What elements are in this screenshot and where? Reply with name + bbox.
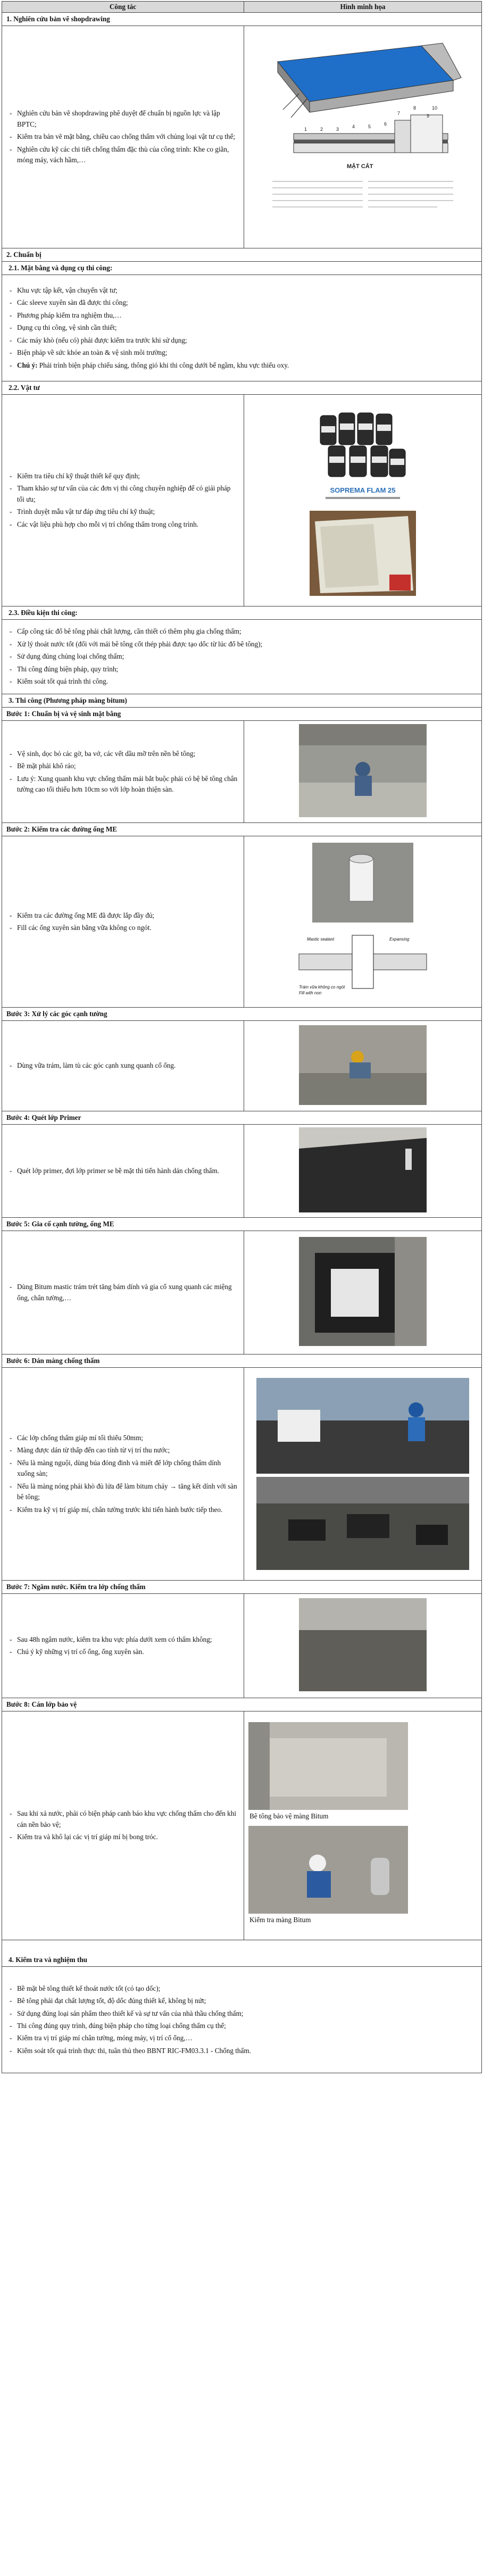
step-6-title: Bước 6: Dán màng chống thấm xyxy=(2,1355,482,1368)
list-item: - Kiểm tra vị trí giáp mí chân tường, móng máy, vị trí cổ ống,… xyxy=(17,2033,477,2043)
list-item: - Fill các ống xuyên sàn bằng vữa không co ngót. xyxy=(17,923,239,933)
section-3-title: 3. Thi công (Phương pháp màng bitum) xyxy=(2,694,482,708)
step-8-list xyxy=(6,1808,239,1842)
section-2-2-title: 2.2. Vật tư xyxy=(2,381,482,395)
list-item: - Các vật liệu phù hợp cho mỗi vị trí chống thấm trong công trình. xyxy=(17,519,239,530)
list-item: - Cấp công tác đổ bê tông phải chất lượng, cần thiết có thêm phụ gia chống thấm; xyxy=(17,626,477,637)
section-2-1-title: 2.1. Mặt bằng và dụng cụ thi công: xyxy=(2,262,482,275)
surface-cleaning-photo xyxy=(299,724,427,817)
list-item: - Kiểm tra và khô lại các vị trí giáp mí bị bong tróc. xyxy=(17,1832,239,1842)
list-item: - Tham khảo sự tư vấn của các đơn vị thi công chuyên nghiệp để có giải pháp tối ưu; xyxy=(17,483,239,505)
list-item: - Các máy khò (nếu có) phải được kiểm tra trước khi sử dụng; xyxy=(17,335,477,346)
list-item: - Quét lớp primer, đợi lớp primer se bề mặt thì tiến hành dán chống thấm. xyxy=(17,1166,239,1176)
list-item: - Lưu ý: Xung quanh khu vực chống thấm mái bắt buộc phải có bệ bê tông chân tường cao tối thiểu hơn 10cm so với lớp hoàn thiện sàn. xyxy=(17,774,239,795)
drawing-number: 7 xyxy=(397,110,401,116)
drawing-title: MẶT CẮT xyxy=(347,163,373,170)
photo-caption: Kiểm tra màng Bitum xyxy=(249,1915,311,1924)
step-7-list xyxy=(6,1634,239,1658)
step-7-title: Bước 7: Ngâm nước. Kiểm tra lớp chống thấm xyxy=(2,1581,482,1594)
primer-photo xyxy=(299,1127,427,1212)
photo-caption: Bê tông bảo vệ màng Bitum xyxy=(249,1811,329,1820)
list-item: - Khu vực tập kết, vận chuyển vật tư; xyxy=(17,285,477,296)
list-item: - Màng được dán từ thấp đến cao tính từ vị trí thu nước; xyxy=(17,1445,239,1456)
list-item: - Sử dụng đúng loại sản phẩm theo thiết kế và sự tư vấn của nhà thầu chống thấm; xyxy=(17,2008,477,2019)
list-item: - Kiểm tra các đường ống ME đã được lắp đầy đủ; xyxy=(17,910,239,921)
step-4-title: Bước 4: Quét lớp Primer xyxy=(2,1111,482,1125)
material-rolls-image xyxy=(310,408,416,509)
step-2-list xyxy=(6,910,239,934)
drawing-number: 5 xyxy=(368,123,371,129)
list-item: - Nếu là màng nóng phải khò đủ lửa để làm bitum chảy → tăng kết dính với sàn bê tông; xyxy=(17,1481,239,1503)
list-item: - Dùng Bitum mastic trám trét tăng bám dính và gia cố xung quanh các miệng ống, chân tường,… xyxy=(17,1282,239,1303)
step-6-list xyxy=(6,1433,239,1515)
list-item: - Bề mặt phải khô ráo; xyxy=(17,761,239,771)
list-item: - Bề mặt bê tông thiết kế thoát nước tốt (có tạo dốc); xyxy=(17,1983,477,1994)
section-2-3-title: 2.3. Điều kiện thi công: xyxy=(2,606,482,620)
header-illustration: Hình minh họa xyxy=(244,2,482,13)
drawing-label: Trám vữa không co ngót xyxy=(299,984,345,990)
step-1-title: Bước 1: Chuẩn bị và vệ sinh mặt bằng xyxy=(2,708,482,721)
step-1-list xyxy=(6,749,239,795)
shopdrawing-detail-image xyxy=(262,30,464,243)
list-item: - Kiểm soát tốt quá trình thực thi, tuân thủ theo BBNT RIC-FM03.3.1 - Chống thấm. xyxy=(17,2046,477,2056)
section-2-3-list xyxy=(6,626,477,687)
list-item: - Biện pháp về sức khỏe an toàn & vệ sinh môi trường; xyxy=(17,347,477,358)
construction-method-table xyxy=(2,1,482,2073)
list-item: - Kiểm tra kỹ vị trí giáp mí, chân tường trước khi tiến hành bước tiếp theo. xyxy=(17,1505,239,1515)
pipe-detail-drawing xyxy=(294,925,432,999)
note-text: Phải trình biện pháp chiếu sáng, thông gió khi thi công dưới bể ngầm, khu vực thiếu oxy. xyxy=(37,361,289,369)
list-item: - Kiểm tra tiêu chí kỹ thuật thiết kế quy định; xyxy=(17,471,239,481)
list-item: - Sau khi xả nước, phải có biện pháp canh báo khu vực chống thấm cho đến khi cán nền bảo vệ; xyxy=(17,1808,239,1830)
list-item: - Nghiên cứu bản vẽ shopdrawing phê duyệt để chuẩn bị nguồn lực và lập BPTC; xyxy=(17,108,239,130)
drawing-number: 3 xyxy=(336,126,339,132)
drawing-label: Fill with non xyxy=(299,990,322,995)
list-item: - Xử lý thoát nước tốt (đối với mái bê tông cốt thép phải được tạo dốc từ lúc đổ bê tông); xyxy=(17,639,477,650)
list-item: - Thi công đúng quy trình, đúng biện pháp cho từng loại chống thấm cụ thể; xyxy=(17,2021,477,2031)
drawing-number: 4 xyxy=(352,123,355,129)
list-item: - Kiểm tra bản vẽ mặt bằng, chiều cao chống thấm với chủng loại vật tư cụ thể; xyxy=(17,131,239,142)
step-8-title: Bước 8: Cán lớp bảo vệ xyxy=(2,1698,482,1711)
pipe-photo xyxy=(312,843,413,923)
list-item: - Dùng vữa trám, làm tù các góc cạnh xung quanh cổ ống. xyxy=(17,1060,239,1071)
product-name: SOPREMA FLAM 25 xyxy=(330,486,396,494)
list-item: - Nếu là màng nguội, dùng búa đóng đinh và miết để lớp chống thấm dính xuống sàn; xyxy=(17,1458,239,1480)
section-1-title: 1. Nghiên cứu bản vẽ shopdrawing xyxy=(2,13,482,26)
reinforcement-photo xyxy=(299,1237,427,1346)
list-item: - Nghiên cứu kỹ các chi tiết chống thấm đặc thù của công trình: Khe co giãn, móng máy, vách hầm,… xyxy=(17,144,239,166)
step-3-title: Bước 3: Xử lý các góc cạnh tường xyxy=(2,1008,482,1021)
drawing-number: 2 xyxy=(320,126,323,132)
step-2-title: Bước 2: Kiểm tra các đường ống ME xyxy=(2,823,482,836)
section-1-list xyxy=(6,108,239,165)
corner-treatment-photo xyxy=(299,1025,427,1105)
membrane-inspection-photo xyxy=(248,1826,408,1914)
section-2-1-list xyxy=(6,285,477,371)
header-work: Công tác xyxy=(2,2,244,13)
list-item: - Thi công đúng biện pháp, quy trình; xyxy=(17,664,477,675)
list-item: - Sau 48h ngâm nước, kiểm tra khu vực phía dưới xem có thấm không; xyxy=(17,1634,239,1645)
section-4-title: 4. Kiểm tra và nghiệm thu xyxy=(2,1940,482,1967)
step-5-title: Bước 5: Gia cố cạnh tường, ống ME xyxy=(2,1218,482,1231)
list-item: - Bê tông phải đạt chất lượng tốt, độ dốc đúng thiết kế, không bị nứt; xyxy=(17,1996,477,2006)
list-item: - Vệ sinh, dọc bỏ các gờ, ba vớ, các vết dầu mỡ trên nền bê tông; xyxy=(17,749,239,759)
section-4-list xyxy=(6,1983,477,2057)
drawing-number: 6 xyxy=(384,121,387,127)
list-item: - Kiểm soát tốt quá trình thi công. xyxy=(17,676,477,687)
drawing-label: Mastic sealant xyxy=(307,936,335,942)
drawing-number: 9 xyxy=(427,113,430,119)
section-2-title: 2. Chuẩn bị xyxy=(2,248,482,262)
list-item: - Phương pháp kiểm tra nghiệm thu,… xyxy=(17,310,477,321)
water-test-photo xyxy=(299,1598,427,1691)
note-label: Chú ý: xyxy=(17,361,38,369)
step-5-list xyxy=(6,1282,239,1303)
section-2-2-list xyxy=(6,471,239,530)
note-item xyxy=(17,360,477,371)
protective-concrete-photo xyxy=(248,1722,408,1810)
step-3-list xyxy=(6,1060,239,1071)
drawing-number: 1 xyxy=(304,126,307,132)
step-4-list xyxy=(6,1166,239,1176)
drawing-label: Expansing xyxy=(389,936,410,942)
list-item: - Chú ý kỹ những vị trí cổ ống, ống xuyên sàn. xyxy=(17,1647,239,1657)
membrane-roll-photo xyxy=(256,1477,469,1570)
list-item: - Các sleeve xuyên sàn đã được thi công; xyxy=(17,297,477,308)
list-item: - Các lớp chống thấm giáp mí tối thiểu 50mm; xyxy=(17,1433,239,1443)
drawing-number: 8 xyxy=(413,105,417,111)
list-item: - Sử dụng đúng chủng loại chống thấm; xyxy=(17,651,477,662)
membrane-laying-photo xyxy=(256,1378,469,1474)
list-item: - Dụng cụ thi công, vệ sinh cần thiết; xyxy=(17,322,477,333)
list-item: - Trình duyệt mẫu vật tư đáp ứng tiêu chí kỹ thuật; xyxy=(17,506,239,517)
drawing-number: 10 xyxy=(432,105,438,111)
material-sheet-image xyxy=(310,511,416,596)
